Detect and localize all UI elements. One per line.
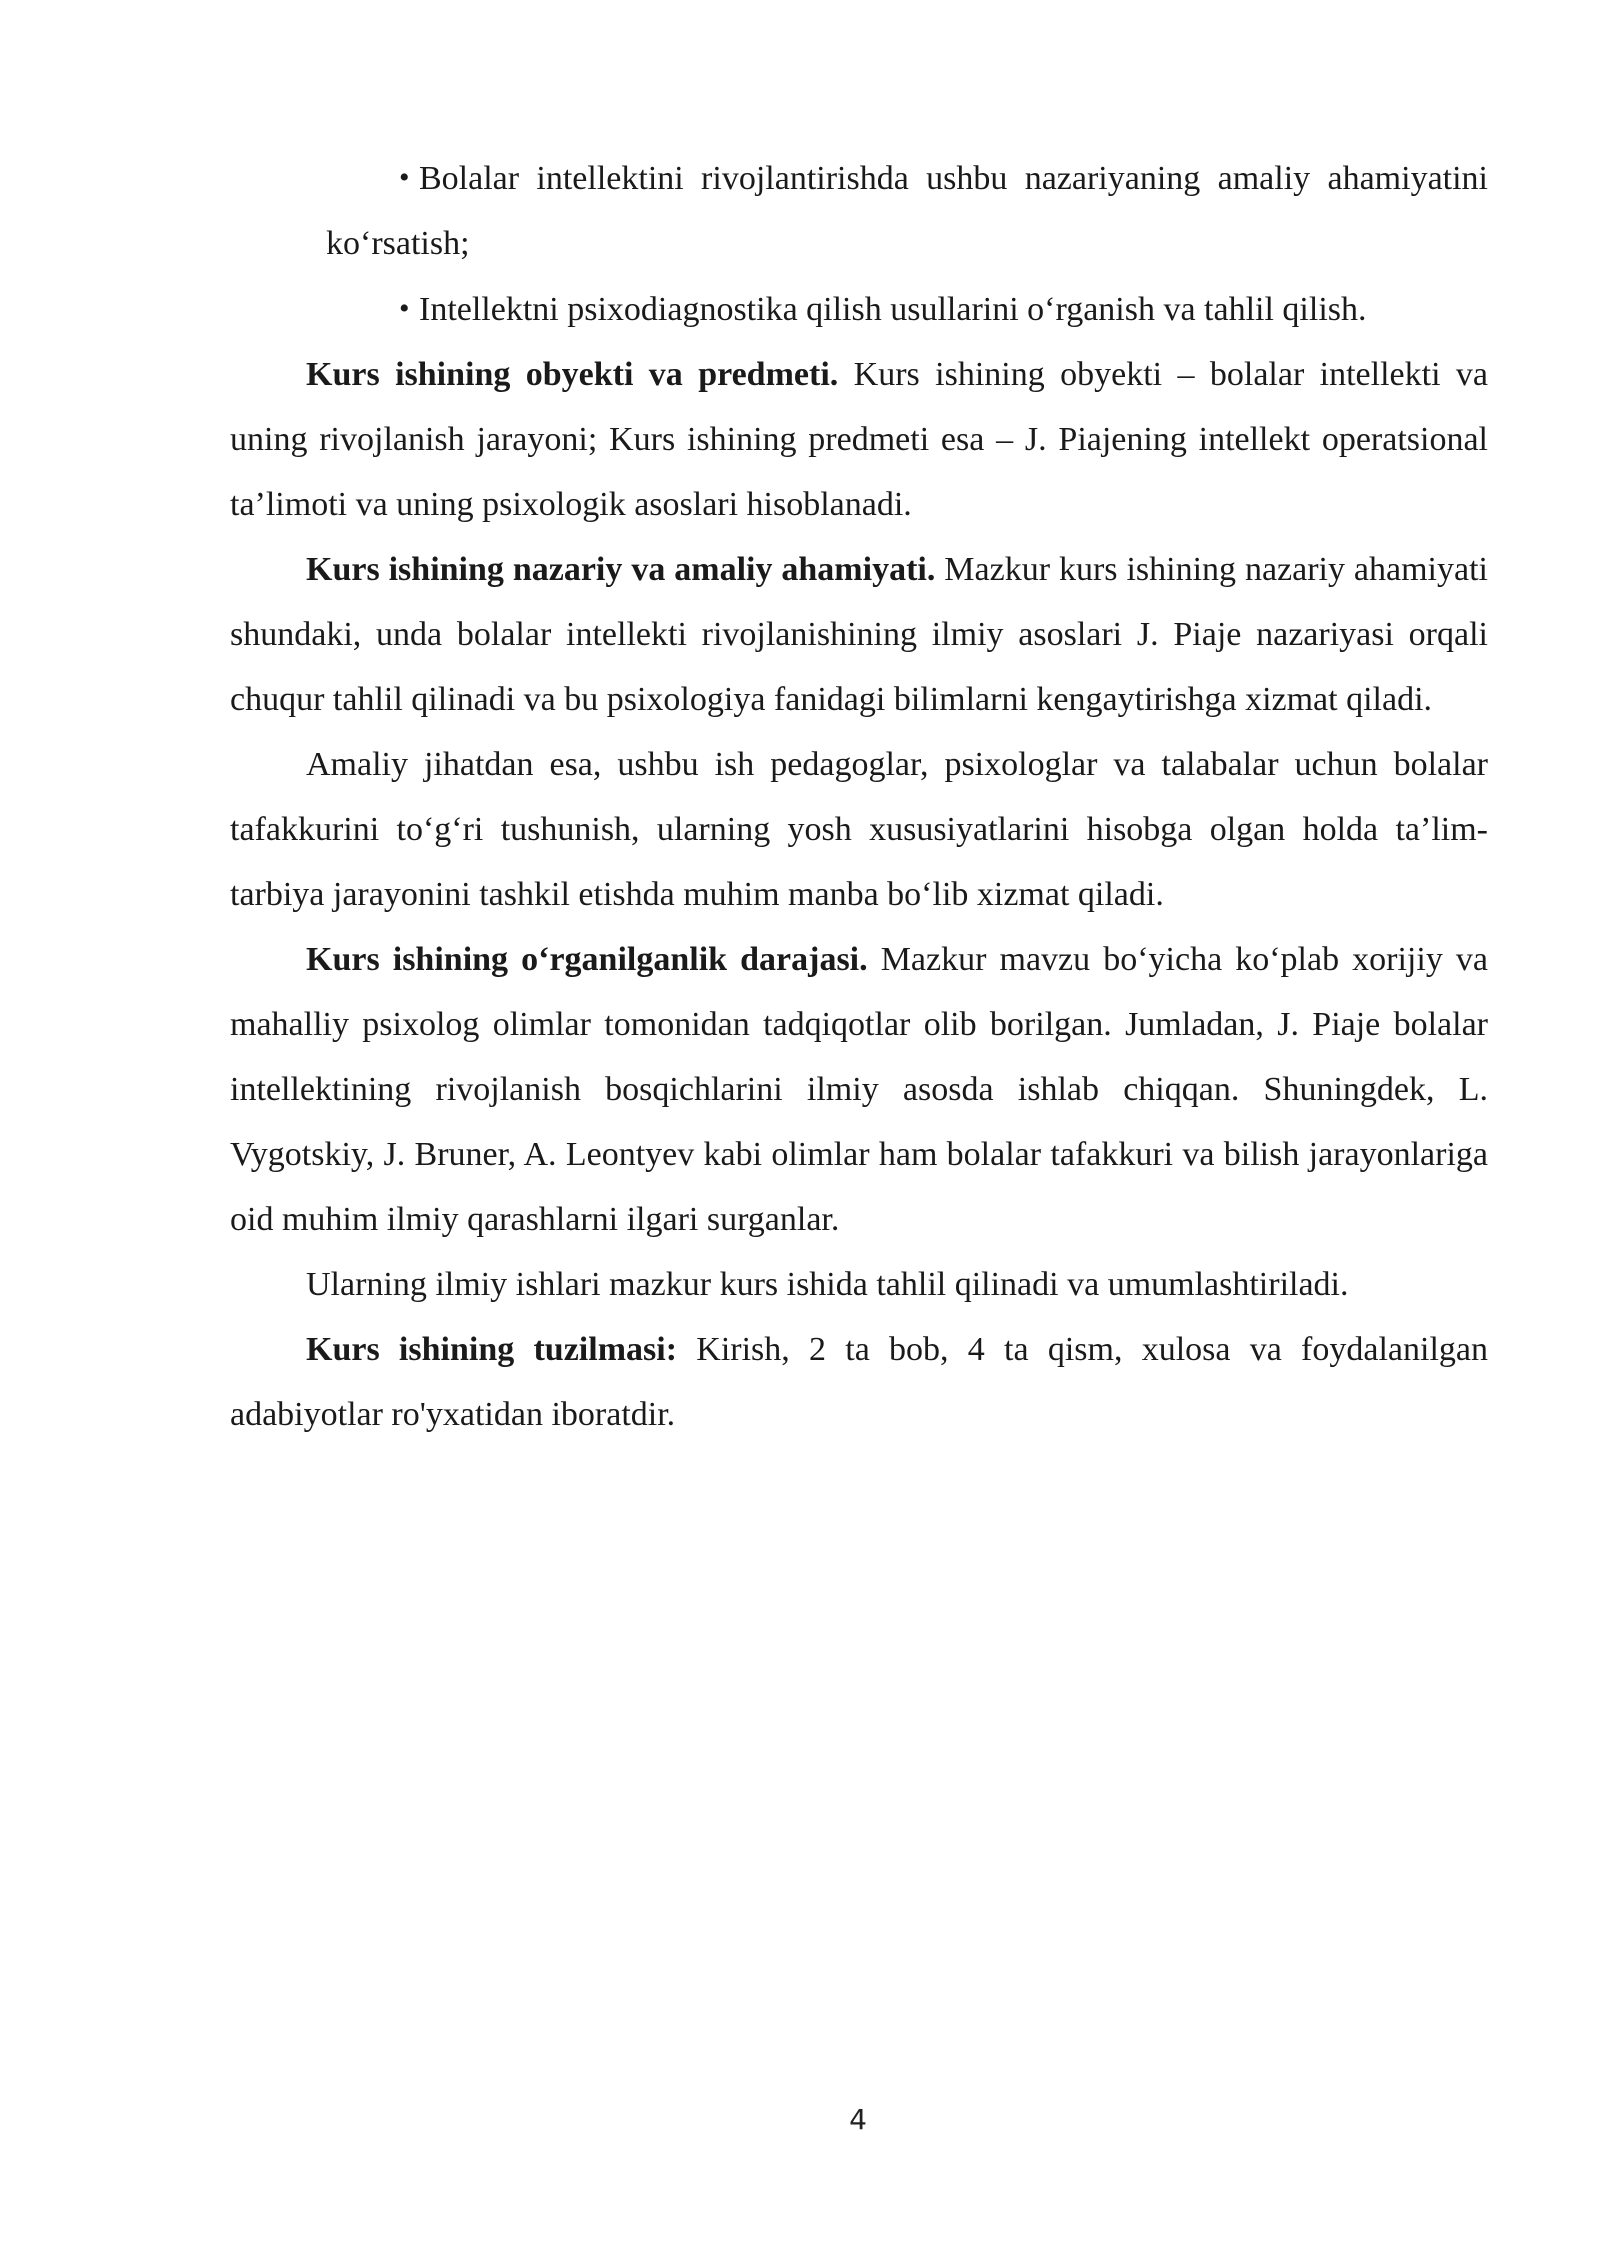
paragraph-heading: Kurs ishining oʻrganilganlik darajasi. [306, 941, 868, 978]
paragraph-heading: Kurs ishining tuzilmasi: [306, 1331, 678, 1368]
paragraph-text: Mazkur mavzu boʻyicha koʻplab xorijiy va mahalliy psixolog olimlar tomonidan tadqiqotlar olib borilgan. Jumladan, J. Piaje bolalar intellektining rivojlanish bosqichlarini ilmiy asosda ishlab chiqqan. Shuningdek, L. Vygotskiy, J. Bruner, A. Leontyev kabi olimlar ham bolalar tafakkuri va bilish jarayonlariga oid muhim ilmiy qarashlarni ilgari surganlar. [230, 941, 1488, 1238]
paragraph-practical [230, 732, 1488, 927]
bullet-item [230, 145, 1488, 276]
paragraph-object-subject [230, 342, 1488, 537]
page-number: 4 [849, 2103, 867, 2136]
bullet-text: Bolalar intellektini rivojlantirishda ushbu nazariyaning amaliy ahamiyatini koʻrsatish; [326, 160, 1488, 262]
paragraph-structure [230, 1317, 1488, 1447]
bullet-item [230, 276, 1488, 342]
paragraph-text: Kirish, 2 ta bob, 4 ta qism, xulosa va foydalanilgan adabiyotlar ro'yxatidan iboratdir. [230, 1331, 1488, 1433]
paragraph-text: Amaliy jihatdan esa, ushbu ish pedagoglar, psixologlar va talabalar uchun bolalar tafakkurini toʻgʻri tushunish, ularning yosh xususiyatlarini hisobga olgan holda ta’lim-tarbiya jarayonini tashkil etishda muhim manba boʻlib xizmat qiladi. [230, 746, 1488, 913]
page-body [230, 145, 1488, 1447]
bullet-line [326, 145, 1488, 276]
paragraph-significance [230, 537, 1488, 732]
bullet-icon: • [399, 292, 410, 325]
paragraph-text: Mazkur kurs ishining nazariy ahamiyati shundaki, unda bolalar intellekti rivojlanishining ilmiy asoslari J. Piaje nazariyasi orqali chuqur tahlil qilinadi va bu psixologiya fanidagi bilimlarni kengaytirishga xizmat qiladi. [230, 551, 1488, 718]
bullet-icon: • [399, 161, 410, 194]
paragraph-study-level [230, 927, 1488, 1252]
paragraph-text: Ularning ilmiy ishlari mazkur kurs ishida tahlil qilinadi va umumlashtiriladi. [306, 1266, 1349, 1303]
paragraph-scientific-works [230, 1252, 1488, 1317]
bullet-text: Intellektni psixodiagnostika qilish usullarini oʻrganish va tahlil qilish. [419, 291, 1367, 328]
paragraph-heading: Kurs ishining nazariy va amaliy ahamiyati. [306, 551, 936, 588]
paragraph-heading: Kurs ishining obyekti va predmeti. [306, 356, 839, 393]
paragraph-text: Kurs ishining obyekti – bolalar intellekti va uning rivojlanish jarayoni; Kurs ishining predmeti esa – J. Piajening intellekt operatsional ta’limoti va uning psixologik asoslari hisoblanadi. [230, 356, 1488, 523]
